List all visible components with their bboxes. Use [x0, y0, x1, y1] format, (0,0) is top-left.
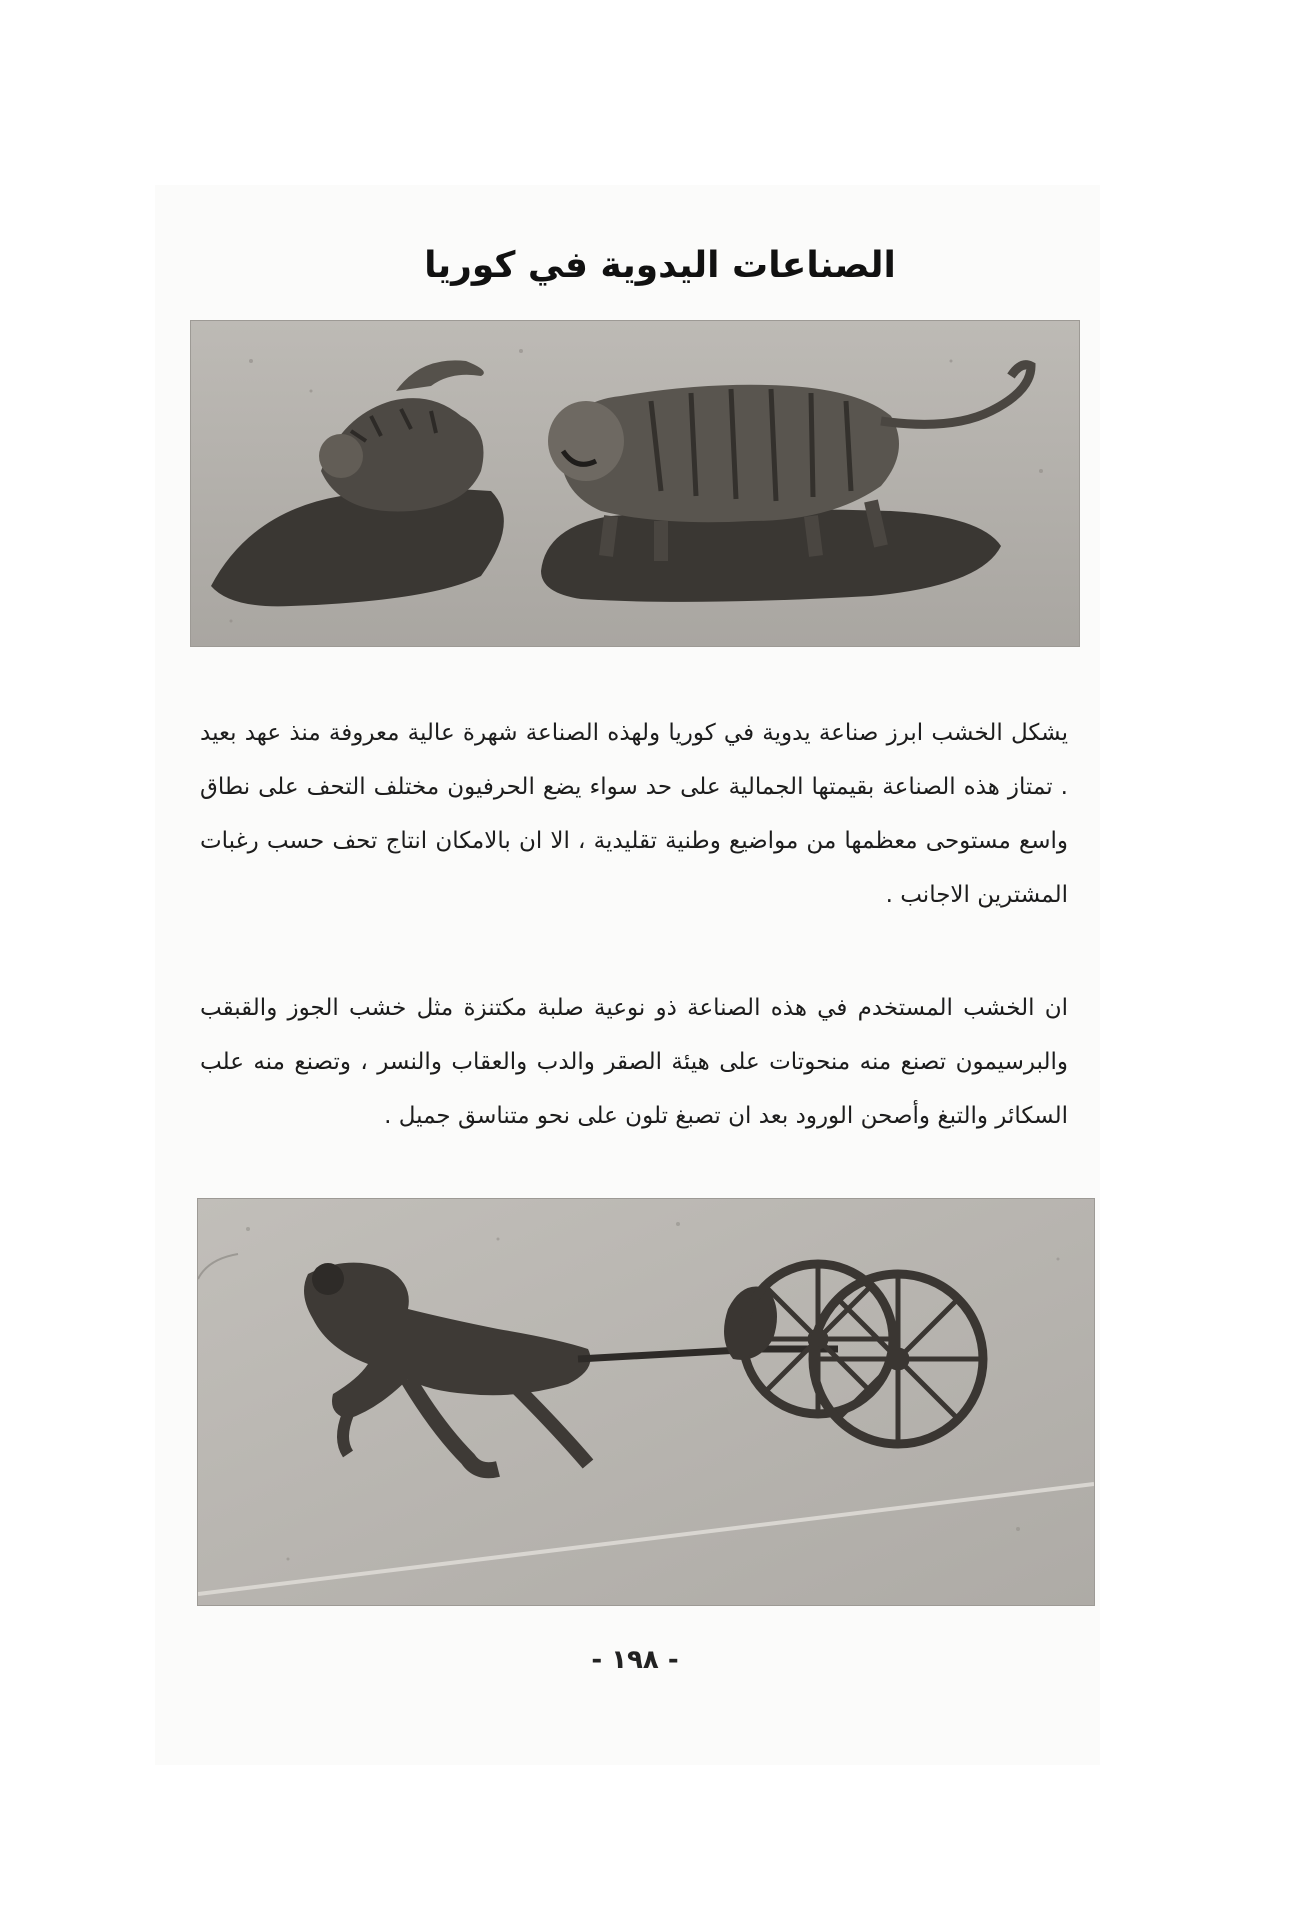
- carved-tigers-illustration: [191, 321, 1079, 646]
- horse-chariot-illustration: [198, 1199, 1094, 1605]
- paragraph-wood-types: ان الخشب المستخدم في هذه الصناعة ذو نوعية صلبة مكتنزة مثل خشب الجوز والقبقب والبرسيمون تصنع منه منحوتات على هيئة الصقر والدب والعقاب والنسر ، وتصنع منه علب السكائر والتبغ وأصحن الورود بعد ان تصبغ تلون على نحو متناسق جميل .: [200, 995, 1068, 1129]
- page-number: - ١٩٨ -: [591, 1645, 679, 1675]
- photo-horse-chariot: [197, 1198, 1095, 1606]
- photo-carved-tigers: [190, 320, 1080, 647]
- paragraph-wood-craft-intro: يشكل الخشب ابرز صناعة يدوية في كوريا ولهذه الصناعة شهرة عالية معروفة منذ عهد بعيد . تمتاز هذه الصناعة بقيمتها الجمالية على حد سواء يضع الحرفيون مختلف التحف على نطاق واسع مستوحى معظمها من مواضيع وطنية تقليدية ، الا ان بالامكان انتاج تحف حسب رغبات المشترين الاجانب .: [200, 720, 1068, 908]
- page-title: الصناعات اليدوية في كوريا: [424, 245, 896, 287]
